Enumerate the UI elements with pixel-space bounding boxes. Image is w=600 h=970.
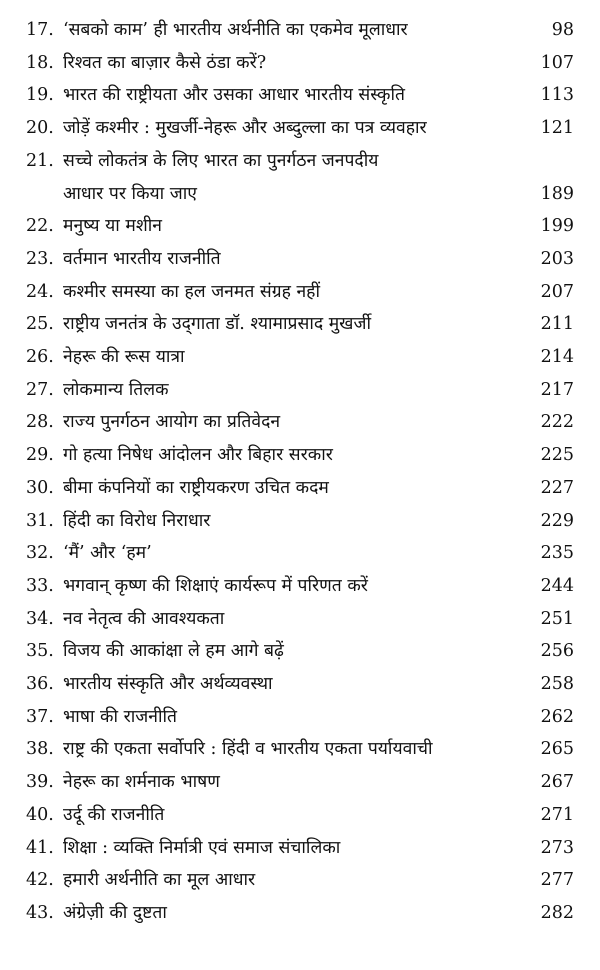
toc-entry-title-line: सच्चे लोकतंत्र के लिए भारत का पुनर्गठन जनपदीय <box>63 150 379 171</box>
toc-entry <box>26 864 574 897</box>
toc-entry-number: 34. <box>26 608 54 629</box>
toc-entry-title: मनुष्य या मशीन <box>63 216 162 237</box>
toc-entry <box>26 47 574 80</box>
toc-entry <box>26 276 574 309</box>
toc-entry-page-number: 107 <box>540 52 574 73</box>
toc-entry-page-number: 282 <box>540 902 574 923</box>
toc-entry-page-number: 199 <box>540 216 574 237</box>
toc-entry <box>26 635 574 668</box>
toc-entry-page-number: 225 <box>540 445 574 466</box>
toc-entry-title: राज्य पुनर्गठन आयोग का प्रतिवेदन <box>63 412 281 433</box>
toc-entry <box>26 79 574 112</box>
toc-entry-title: भारत की राष्ट्रीयता और उसका आधार भारतीय संस्कृति <box>63 85 406 106</box>
table-of-contents <box>26 14 574 930</box>
toc-entry-page-number: 258 <box>540 674 574 695</box>
toc-entry-number: 30. <box>26 477 54 498</box>
toc-entry-number: 24. <box>26 281 54 302</box>
toc-entry-number: 20. <box>26 118 54 139</box>
toc-entry-page-number: 244 <box>540 575 574 596</box>
toc-entry-number: 19. <box>26 85 54 106</box>
toc-entry-page-number: 235 <box>540 543 574 564</box>
toc-entry <box>26 537 574 570</box>
toc-entry-page-number: 214 <box>540 347 574 368</box>
toc-entry-number: 25. <box>26 314 54 335</box>
toc-entry <box>26 799 574 832</box>
toc-entry-number: 38. <box>26 739 54 760</box>
toc-entry-page-number: 227 <box>540 477 574 498</box>
toc-entry <box>26 897 574 930</box>
toc-entry <box>26 472 574 505</box>
toc-entry-title: कश्मीर समस्या का हल जनमत संग्रह नहीं <box>63 281 320 302</box>
toc-entry-page-number: 277 <box>540 870 574 891</box>
toc-entry-number: 21. <box>26 150 54 171</box>
toc-entry-number: 35. <box>26 641 54 662</box>
toc-entry-page-number: 273 <box>540 837 574 858</box>
toc-entry <box>26 701 574 734</box>
toc-entry <box>26 439 574 472</box>
toc-entry-title: वर्तमान भारतीय राजनीति <box>63 248 221 269</box>
toc-entry-page-number: 262 <box>540 706 574 727</box>
toc-entry-page-number: 121 <box>540 118 574 139</box>
toc-entry-title-line: आधार पर किया जाए <box>63 183 197 204</box>
toc-entry-number: 31. <box>26 510 54 531</box>
toc-entry <box>26 766 574 799</box>
toc-entry <box>26 145 574 210</box>
toc-entry-page-number: 189 <box>540 183 574 204</box>
toc-entry <box>26 243 574 276</box>
toc-entry-page-number: 211 <box>540 314 574 335</box>
toc-entry-title: शिक्षा : व्यक्ति निर्मात्री एवं समाज संचालिका <box>63 837 341 858</box>
toc-entry <box>26 308 574 341</box>
toc-entry-number: 26. <box>26 347 54 368</box>
toc-entry-title <box>63 145 524 210</box>
toc-entry-page-number: 207 <box>540 281 574 302</box>
toc-entry <box>26 603 574 636</box>
toc-entry <box>26 374 574 407</box>
toc-entry <box>26 14 574 47</box>
toc-entry-number: 41. <box>26 837 54 858</box>
toc-entry-title: उर्दू की राजनीति <box>63 804 165 825</box>
toc-entry-title: रिश्वत का बाज़ार कैसे ठंडा करें? <box>63 52 267 73</box>
toc-entry-number: 36. <box>26 674 54 695</box>
toc-entry-page-number: 222 <box>540 412 574 433</box>
toc-entry-number: 27. <box>26 379 54 400</box>
toc-entry-title: नेहरू की रूस यात्रा <box>63 347 185 368</box>
toc-entry-title: राष्ट्रीय जनतंत्र के उद्‌गाता डॉ. श्यामाप्रसाद मुखर्जी <box>63 314 372 335</box>
toc-entry <box>26 832 574 865</box>
toc-entry-number: 32. <box>26 543 54 564</box>
toc-entry-page-number: 98 <box>551 20 574 40</box>
toc-entry-title: अंग्रेज़ी की दुष्टता <box>63 902 167 923</box>
toc-entry-title: हिंदी का विरोध निराधार <box>63 510 211 531</box>
toc-entry <box>26 406 574 439</box>
toc-entry-number: 39. <box>26 772 54 793</box>
toc-entry-title: नेहरू का शर्मनाक भाषण <box>63 772 220 793</box>
toc-entry-number: 29. <box>26 445 54 466</box>
toc-entry <box>26 112 574 145</box>
toc-entry-title: राष्ट्र की एकता सर्वोपरि : हिंदी व भारतीय एकता पर्यायवाची <box>63 739 433 760</box>
toc-entry <box>26 505 574 538</box>
toc-entry-title: विजय की आकांक्षा ले हम आगे बढ़ें <box>63 641 284 662</box>
toc-entry-number: 17. <box>26 20 54 40</box>
toc-entry-page-number: 203 <box>540 248 574 269</box>
toc-entry-title: नव नेतृत्व की आवश्यकता <box>63 608 225 629</box>
toc-entry-title: ‘सबको काम’ ही भारतीय अर्थनीति का एकमेव मूलाधार <box>63 20 408 40</box>
toc-entry-page-number: 229 <box>540 510 574 531</box>
toc-entry-number: 37. <box>26 706 54 727</box>
toc-entry-number: 33. <box>26 575 54 596</box>
toc-entry-title: जोड़ें कश्मीर : मुखर्जी-नेहरू और अब्दुल्ला का पत्र व्यवहार <box>63 118 427 139</box>
toc-entry-number: 22. <box>26 216 54 237</box>
toc-entry-title: ‘मैं’ और ‘हम’ <box>63 543 152 564</box>
toc-entry-number: 43. <box>26 902 54 923</box>
toc-entry-title: भगवान्‌ कृष्ण की शिक्षाएं कार्यरूप में परिणत करें <box>63 575 368 596</box>
toc-entry-page-number: 267 <box>540 772 574 793</box>
toc-entry-page-number: 251 <box>540 608 574 629</box>
toc-entry-number: 42. <box>26 870 54 891</box>
toc-entry-title: लोकमान्य तिलक <box>63 379 169 400</box>
toc-entry-page-number: 265 <box>540 739 574 760</box>
toc-entry <box>26 668 574 701</box>
toc-entry-page-number: 256 <box>540 641 574 662</box>
toc-entry-page-number: 271 <box>540 804 574 825</box>
toc-entry-title: बीमा कंपनियों का राष्ट्रीयकरण उचित कदम <box>63 477 329 498</box>
toc-entry <box>26 210 574 243</box>
toc-entry-page-number: 113 <box>540 85 574 106</box>
toc-entry-number: 40. <box>26 804 54 825</box>
toc-entry-title: हमारी अर्थनीति का मूल आधार <box>63 870 256 891</box>
toc-entry-page-number: 217 <box>540 379 574 400</box>
toc-entry <box>26 733 574 766</box>
toc-entry-title: भारतीय संस्कृति और अर्थव्यवस्था <box>63 674 273 695</box>
toc-entry <box>26 341 574 374</box>
toc-entry <box>26 570 574 603</box>
toc-entry-title: भाषा की राजनीति <box>63 706 178 727</box>
toc-entry-number: 28. <box>26 412 54 433</box>
toc-entry-number: 18. <box>26 52 54 73</box>
toc-entry-number: 23. <box>26 248 54 269</box>
toc-entry-title: गो हत्या निषेध आंदोलन और बिहार सरकार <box>63 445 333 466</box>
